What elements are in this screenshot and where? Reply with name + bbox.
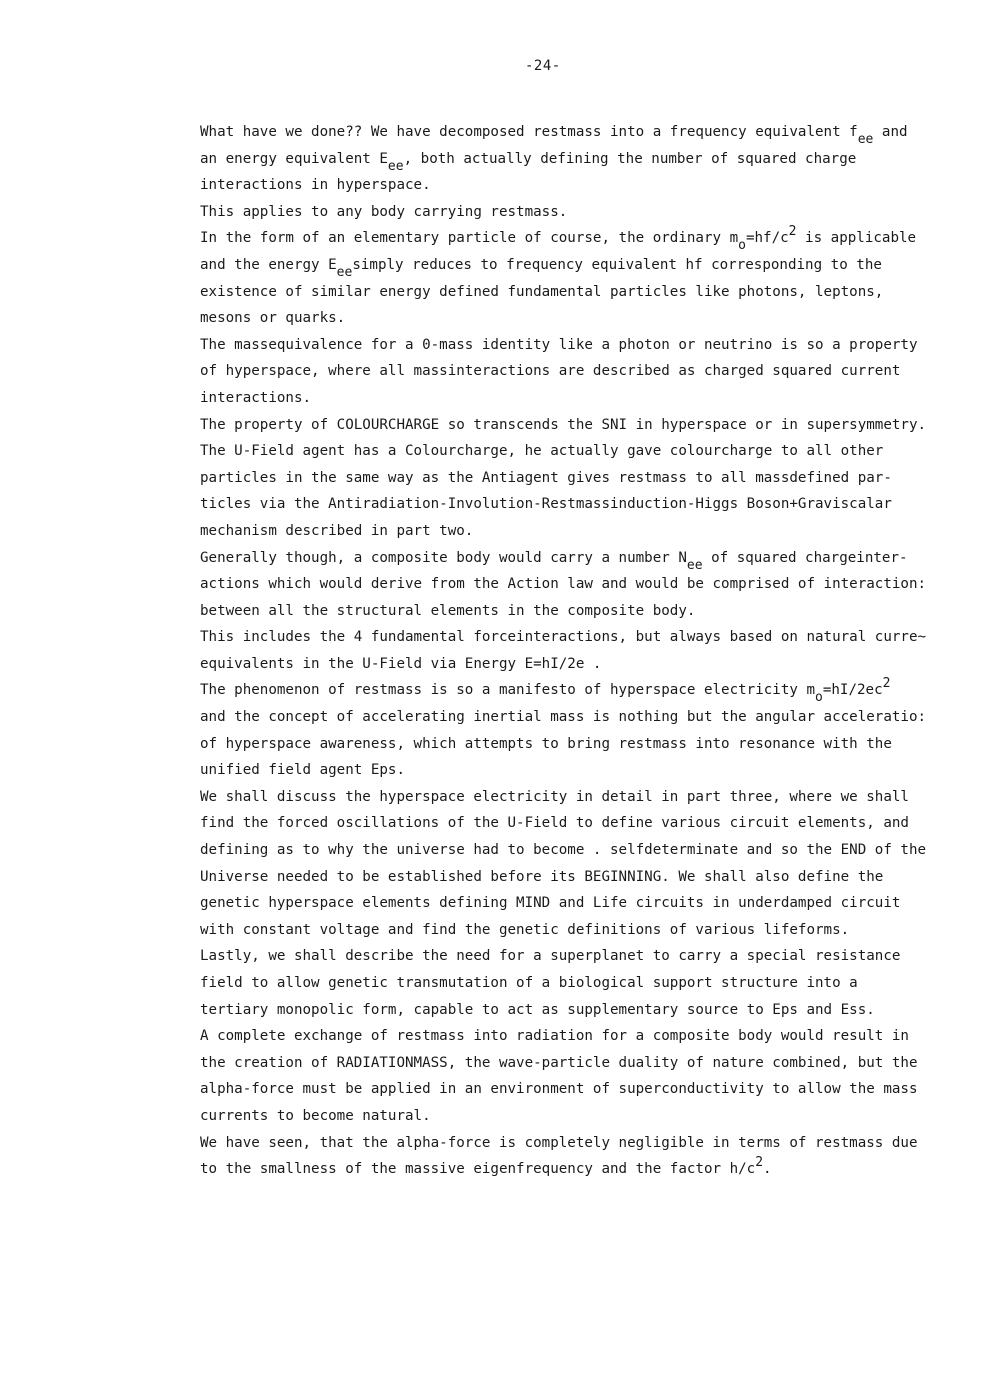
text-line (200, 1156, 935, 1183)
text-segment: currents to become natural. (200, 1107, 431, 1124)
text-segment: with constant voltage and find the genetic definitions of various lifeforms. (200, 921, 850, 938)
text-line (200, 225, 935, 252)
text-segment: simply reduces to frequency equivalent hf corresponding to the (352, 256, 882, 273)
text-segment: an energy equivalent E (200, 150, 388, 167)
text-segment: What have we done?? We have decomposed restmass into a frequency equivalent f (200, 124, 858, 140)
text-segment: The phenomenon of restmass is so a manifesto of hyperspace electricity m (200, 682, 815, 699)
text-line (200, 172, 935, 199)
text-segment: Lastly, we shall describe the need for a superplanet to carry a special resistance (200, 948, 901, 965)
text-segment: This includes the 4 fundamental forceinteractions, but always based on natural curre~ (200, 629, 927, 646)
text-line (200, 997, 935, 1024)
text-line (200, 252, 935, 279)
text-segment: =hI/2ec (822, 682, 883, 699)
body-text (200, 119, 935, 1183)
subscript: ee (387, 158, 404, 174)
text-line (200, 810, 935, 837)
superscript: 2 (788, 224, 797, 240)
text-segment: , both actually defining the number of squared charge (403, 150, 857, 167)
text-line (200, 305, 935, 332)
text-segment: =hf/c (745, 230, 789, 247)
text-line (200, 624, 935, 651)
text-segment: We shall discuss the hyperspace electricity in detail in part three, where we shall (200, 788, 909, 805)
text-segment: A complete exchange of restmass into radiation for a composite body would result in (200, 1028, 909, 1045)
text-segment: unified field agent Eps. (200, 762, 405, 779)
text-segment: interactions in hyperspace. (200, 177, 431, 194)
text-segment: is applicable (796, 230, 917, 247)
text-line (200, 412, 935, 439)
text-segment: mesons or quarks. (200, 310, 346, 327)
text-segment: mechanism described in part two. (200, 522, 474, 539)
superscript: 2 (882, 676, 891, 692)
text-line (200, 1023, 935, 1050)
subscript: ee (336, 264, 353, 280)
text-segment: Generally though, a composite body would carry a number N (200, 549, 687, 566)
text-segment: and the concept of accelerating inertial mass is nothing but the angular acceleratio: (200, 709, 927, 726)
text-line (200, 837, 935, 864)
text-line (200, 199, 935, 226)
text-line (200, 598, 935, 625)
text-segment: actions which would derive from the Action law and would be comprised of interaction: (200, 576, 927, 593)
subscript: o (815, 690, 823, 706)
page-number: -24- (525, 58, 561, 74)
text-segment: genetic hyperspace elements defining MIND and Life circuits in underdamped circuit (200, 895, 901, 912)
text-segment: equivalents in the U-Field via Energy E=hI/2e . (200, 655, 602, 672)
text-line (200, 731, 935, 758)
text-segment: The property of COLOURCHARGE so transcends the SNI in hyperspace or in supersymmetry. (200, 416, 927, 433)
text-line (200, 545, 935, 572)
text-line (200, 970, 935, 997)
text-line (200, 704, 935, 731)
text-segment: The massequivalence for a 0-mass identity like a photon or neutrino is so a property (200, 336, 918, 353)
text-segment: the creation of RADIATIONMASS, the wave-particle duality of nature combined, but the (200, 1054, 918, 1071)
text-segment: of squared chargeinter- (702, 549, 908, 566)
text-segment: between all the structural elements in the composite body. (200, 602, 696, 619)
text-segment: of hyperspace awareness, which attempts to bring restmass into resonance with the (200, 735, 892, 752)
text-segment: and (873, 124, 908, 140)
text-line (200, 677, 935, 704)
text-line (200, 332, 935, 359)
text-line (200, 651, 935, 678)
text-line (200, 465, 935, 492)
subscript: ee (857, 132, 874, 147)
text-segment: defining as to why the universe had to become . selfdeterminate and so the END of the (200, 842, 927, 859)
text-line (200, 438, 935, 465)
superscript: 2 (755, 1155, 764, 1171)
text-line (200, 917, 935, 944)
subscript: ee (686, 557, 703, 573)
text-segment: . (763, 1161, 772, 1178)
text-segment: We have seen, that the alpha-force is completely negligible in terms of restmass due (200, 1134, 918, 1151)
text-segment: of hyperspace, where all massinteractions are described as charged squared current (200, 363, 901, 380)
text-segment: and the energy E (200, 256, 337, 273)
subscript: o (738, 238, 746, 254)
text-line (200, 784, 935, 811)
text-segment: The U-Field agent has a Colourcharge, he actually gave colourcharge to all other (200, 443, 884, 460)
text-line (200, 146, 935, 173)
text-line (200, 757, 935, 784)
text-line (200, 491, 935, 518)
text-segment: particles in the same way as the Antiagent gives restmass to all massdefined par- (200, 469, 892, 486)
text-segment: interactions. (200, 389, 312, 406)
text-segment: Universe needed to be established before its BEGINNING. We shall also define the (200, 868, 884, 885)
text-line (200, 385, 935, 412)
text-line (200, 358, 935, 385)
text-line (200, 1130, 935, 1157)
text-line (200, 943, 935, 970)
text-line (200, 1050, 935, 1077)
text-segment: alpha-force must be applied in an environment of superconductivity to allow the mass (200, 1081, 918, 1098)
text-line (200, 119, 935, 146)
text-line (200, 279, 935, 306)
text-line (200, 1076, 935, 1103)
text-segment: field to allow genetic transmutation of a biological support structure into a (200, 975, 858, 991)
text-segment: ticles via the Antiradiation-Involution-Restmassinduction-Higgs Boson+Graviscalar (200, 496, 892, 513)
text-line (200, 864, 935, 891)
text-line (200, 518, 935, 545)
text-segment: In the form of an elementary particle of course, the ordinary m (200, 230, 739, 247)
text-line (200, 1103, 935, 1130)
text-line (200, 890, 935, 917)
text-segment: to the smallness of the massive eigenfrequency and the factor h/c (200, 1161, 756, 1178)
text-line (200, 571, 935, 598)
text-segment: tertiary monopolic form, capable to act as supplementary source to Eps and Ess. (200, 1001, 875, 1018)
text-segment: This applies to any body carrying restmass. (200, 203, 568, 220)
text-segment: existence of similar energy defined fundamental particles like photons, leptons, (200, 283, 884, 300)
text-segment: find the forced oscillations of the U-Field to define various circuit elements, and (200, 815, 909, 832)
